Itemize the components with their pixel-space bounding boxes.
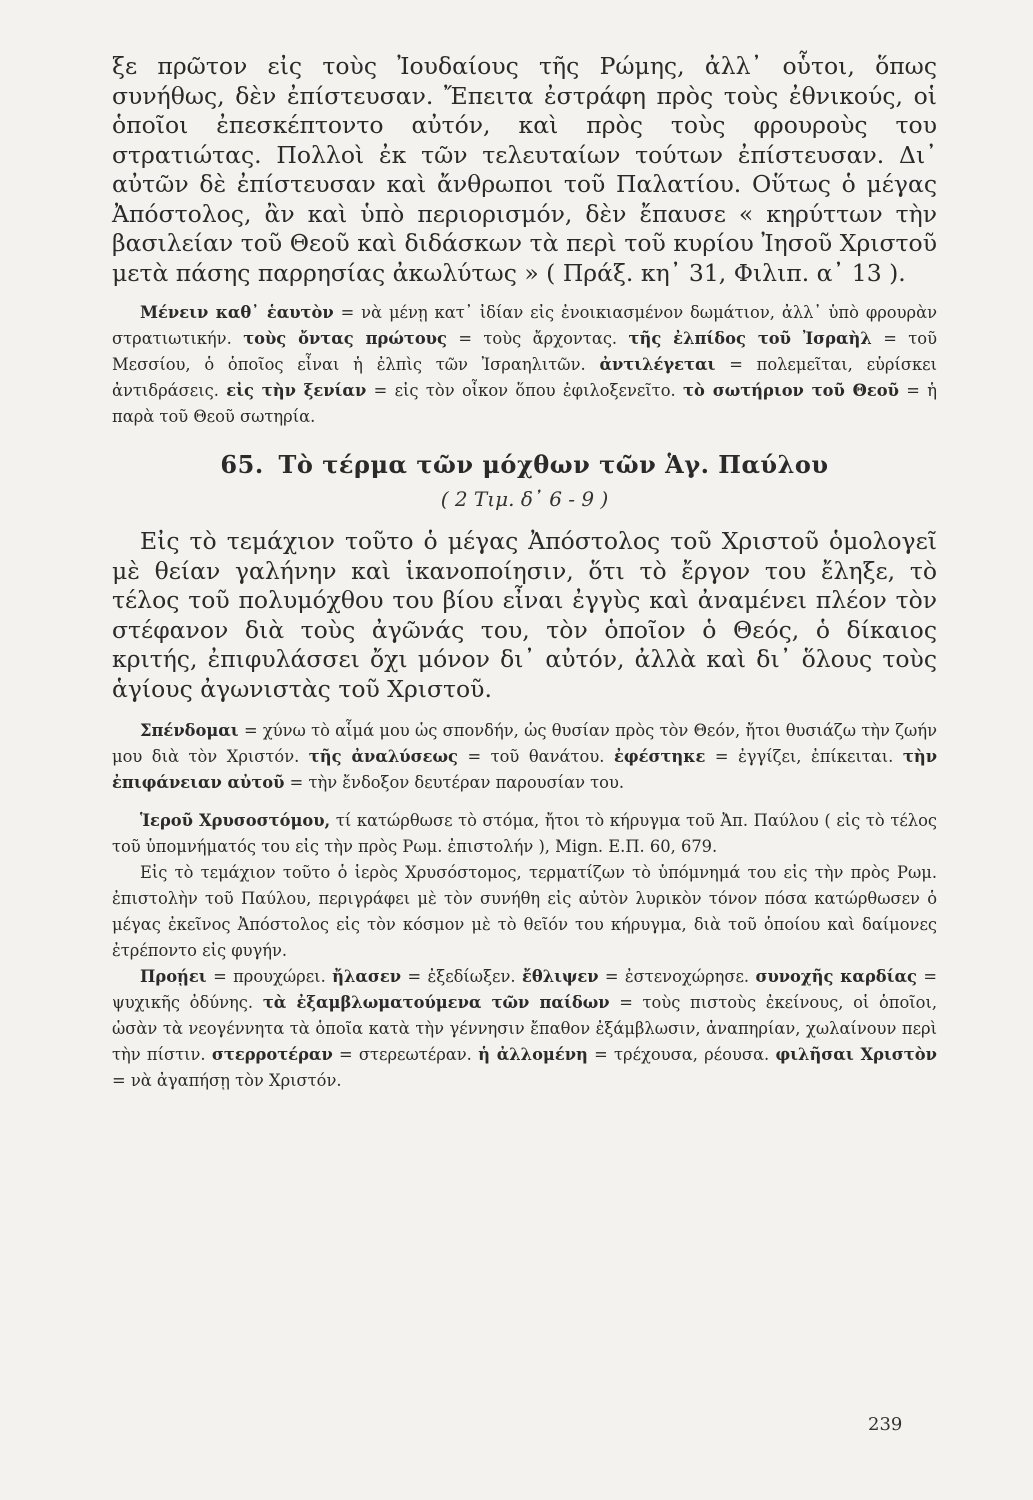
chrysostom-heading-text: τί κατώρθωσε τὸ στόμα, ἤτοι τὸ κήρυγμα τοῦ Ἀπ. Παύλου ( εἰς τὸ τέλος τοῦ ὑπομνήματός του εἰς τὴν πρὸς Ρωμ. ἐπιστολήν ), Mign. Ε.Π. 60, 679. (112, 811, 938, 856)
glossary-term: ἐφέστηκε (613, 747, 706, 766)
glossary-term: συνοχῆς καρδίας (755, 967, 917, 986)
glossary-term: τῆς ἀναλύσεως (308, 747, 458, 766)
glossary-definition: = ψυχικῆς ὀδύνης. (112, 967, 937, 1012)
glossary-definition: = στερεωτέραν. (339, 1045, 472, 1064)
glossary-definition: = εἰς τὸν οἶκον ὅπου ἐφιλοξενεῖτο. (373, 381, 676, 400)
glossary-term: ἤλασεν (332, 967, 402, 986)
glossary-definition: = πολεμεῖται, εὑρίσκει ἀντιδράσεις. (112, 355, 937, 400)
section-number: 65. (220, 450, 264, 479)
glossary-term: τὰ ἐξαμβλωματούμενα τῶν παίδων (262, 993, 610, 1012)
glossary-term: ἀντιλέγεται (599, 355, 716, 374)
page-content (112, 52, 937, 1094)
glossary-definition: = νὰ μένῃ κατ᾽ ἰδίαν εἰς ἐνοικιασμένον δωμάτιον, ἀλλ᾽ ὑπὸ φρουρὰν στρατιωτικήν. (112, 303, 937, 348)
section-heading: Τὸ τέρμα τῶν μόχθων τῶν Ἁγ. Παύλου (278, 450, 829, 479)
section-title (112, 450, 937, 479)
body-paragraph: Εἰς τὸ τεμάχιον τοῦτο ὁ μέγας Ἀπόστολος τοῦ Χριστοῦ ὁμολογεῖ μὲ θείαν γαλήνην καὶ ἱκανοποίησιν, ὅτι τὸ ἔργον του ἔληξε, τὸ τέλος τοῦ πολυμόχθου του βίου εἶναι ἐγγὺς καὶ ἀναμένει πλέον τὸν στέφανον διὰ τοὺς ἀγῶνάς του, τὸν ὁποῖον ὁ Θεός, ὁ δίκαιος κριτής, ἐπιφυλάσσει ὄχι μόνον δι᾽ αὐτόν, ἀλλὰ καὶ δι᾽ ὅλους τοὺς ἁγίους ἀγωνιστὰς τοῦ Χριστοῦ. (112, 527, 937, 703)
chrysostom-author: Ἱεροῦ Χρυσοστόμου, (140, 811, 331, 830)
glossary-definition: = νὰ ἀγαπήσῃ τὸν Χριστόν. (112, 1071, 342, 1090)
glossary-definition: = τοὺς ἄρχοντας. (458, 329, 618, 348)
glossary-term: φιλῆσαι Χριστὸν (775, 1045, 937, 1064)
glossary-definition: = τοῦ Μεσσίου, ὁ ὁποῖος εἶναι ἡ ἐλπὶς τῶν Ἰσραηλιτῶν. (112, 329, 937, 374)
chrysostom-summary: Εἰς τὸ τεμάχιον τοῦτο ὁ ἱερὸς Χρυσόστομος, τερματίζων τὸ ὑπόμνημά του εἰς τὴν πρὸς Ρωμ. ἐπιστολὴν τοῦ Παύλου, περιγράφει μὲ τὸν συνήθη εἰς αὐτὸν λυρικὸν τόνον πόσα κατώρθωσεν ὁ μέγας ἐκεῖνος Ἀπόστολος εἰς τὸν κόσμον μὲ τὸ θεῖόν του κήρυγμα, διὰ τοῦ ὁποίου καὶ δαίμονες ἐτρέποντο εἰς φυγήν. (112, 863, 937, 960)
glossary-definition: = τὴν ἔνδοξον δευτέραν παρουσίαν του. (289, 773, 625, 792)
glossary-term: τοὺς ὄντας πρώτους (243, 329, 447, 348)
glossary-definition: = ἐγγίζει, ἐπίκειται. (714, 747, 894, 766)
intro-paragraph: ξε πρῶτον εἰς τοὺς Ἰουδαίους τῆς Ρώμης, ἀλλ᾽ οὗτοι, ὅπως συνήθως, δὲν ἐπίστευσαν. Ἔπειτα ἐστράφη πρὸς τοὺς ἐθνικούς, οἱ ὁποῖοι ἐπεσκέπτοντο αὐτόν, καὶ πρὸς τοὺς φρουροὺς του στρατιώτας. Πολλοὶ ἐκ τῶν τελευταίων τούτων ἐπίστευσαν. Δι᾽ αὐτῶν δὲ ἐπίστευσαν καὶ ἄνθρωποι τοῦ Παλατίου. Οὕτως ὁ μέγας Ἀπόστολος, ἂν καὶ ὑπὸ περιορισμόν, δὲν ἔπαυσε « κηρύττων τὴν βασιλείαν τοῦ Θεοῦ καὶ διδάσκων τὰ περὶ τοῦ κυρίου Ἰησοῦ Χριστοῦ μετὰ πάσης παρρησίας ἀκωλύτως » ( Πράξ. κη᾽ 31, Φιλιπ. α᾽ 13 ). (112, 52, 937, 287)
glossary-definition: = προυχώρει. (213, 967, 326, 986)
glossary-term: ἔθλιψεν (521, 967, 599, 986)
glossary-definition: = τοῦ θανάτου. (467, 747, 605, 766)
section-reference: ( 2 Τιμ. δ᾽ 6 - 9 ) (440, 487, 609, 511)
glossary-term: τῆς ἐλπίδος τοῦ Ἰσραὴλ (628, 329, 872, 348)
glossary-term: ἡ ἀλλομένη (478, 1045, 588, 1064)
glossary-definition: = ἐστενοχώρησε. (604, 967, 750, 986)
chrysostom-heading (112, 808, 937, 860)
glossary-term: τὴν ἐπιφάνειαν αὐτοῦ (112, 747, 937, 792)
glossary-definition: = τρέχουσα, ρέουσα. (594, 1045, 770, 1064)
glossary-definition: = ἐξεδίωξεν. (407, 967, 516, 986)
glossary-definition: = χύνω τὸ αἷμά μου ὡς σπονδήν, ὡς θυσίαν πρὸς τὸν Θεόν, ἤτοι θυσιάζω τὴν ζωήν μου διὰ τὸν Χριστόν. (112, 721, 937, 766)
glossary-term: τὸ σωτήριον τοῦ Θεοῦ (683, 381, 899, 400)
glossary-1 (112, 300, 937, 430)
glossary-term: Σπένδομαι (140, 721, 239, 740)
glossary-term: στερροτέραν (211, 1045, 333, 1064)
page-number: 239 (868, 1414, 903, 1435)
glossary-term: εἰς τὴν ξενίαν (226, 381, 367, 400)
glossary-2 (112, 718, 937, 796)
glossary-definition: = τοὺς πιστοὺς ἐκείνους, οἱ ὁποῖοι, ὡσὰν τὰ νεογέννητα τὰ ὁποῖα κατὰ τὴν γέννησιν ἔπαθον ἐξάμβλωσιν, ἀναπηρίαν, χωλαίνουν περὶ τὴν πίστιν. (112, 993, 937, 1064)
glossary-definition: = ἡ παρὰ τοῦ Θεοῦ σωτηρία. (112, 381, 937, 426)
glossary-term: Μένειν καθ᾽ ἑαυτὸν (140, 303, 334, 322)
glossary-3 (112, 964, 937, 1094)
glossary-term: Προῄει (140, 967, 207, 986)
